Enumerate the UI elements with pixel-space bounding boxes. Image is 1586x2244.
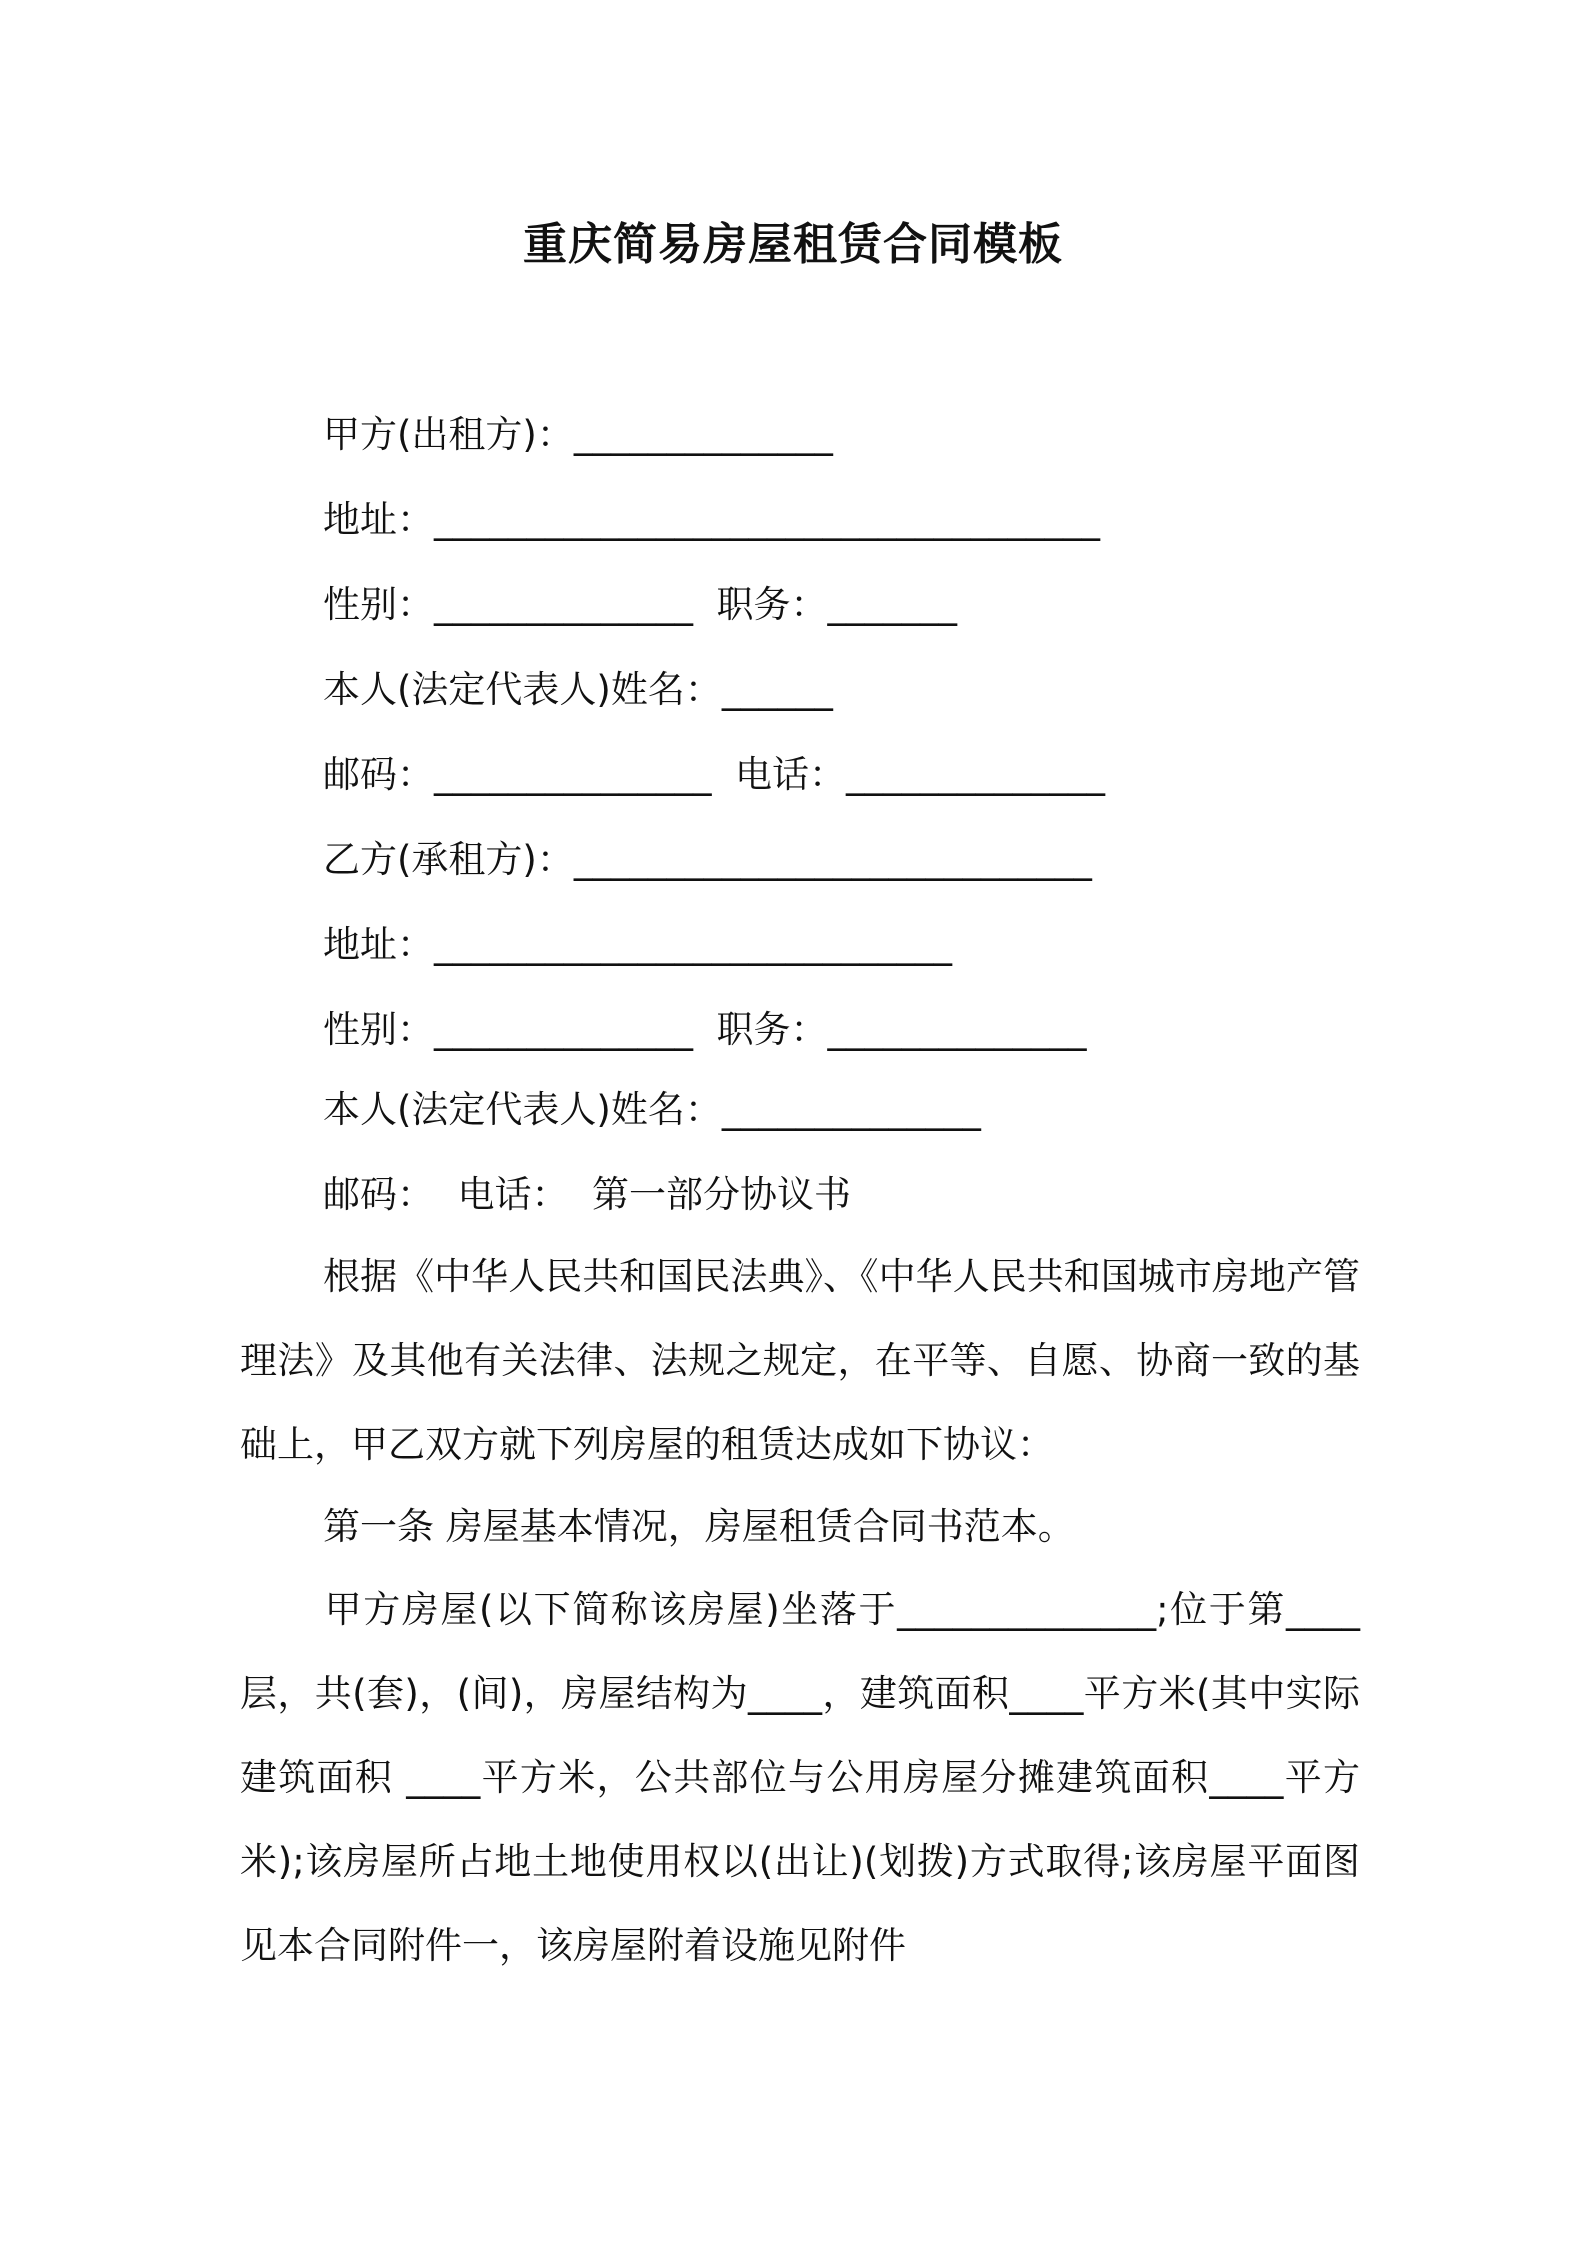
party-a-postcode-line: 邮码：_______________ 电话：______________	[323, 753, 1106, 796]
paragraph-text: 甲方房屋(以下简称该房屋)坐落于______________;位于第____层，共(套)，(间)，房屋结构为____，建筑面积____平方米(其中实际建筑面积 ____平方米，公共部位与公用房屋分摊建筑面积____平方米);该房屋所占地土地使用权以(出让)(划拨)方式取得;该房屋平面图见本合同附件一，该房屋附着设施见附件	[240, 1588, 1360, 1967]
document-title: 重庆简易房屋租赁合同模板	[523, 219, 1063, 270]
party-b-gender-line: 性别：______________ 职务：______________	[323, 1008, 1087, 1051]
party-a-address-line: 地址：____________________________________	[323, 498, 1100, 541]
paragraph-legal-basis	[240, 1235, 1360, 1487]
paragraph-text: 根据《中华人民共和国民法典》、《中华人民共和国城市房地产管理法》及其他有关法律、法规之规定，在平等、自愿、协商一致的基础上，甲乙双方就下列房屋的租赁达成如下协议：	[240, 1255, 1360, 1466]
party-b-address-line: 地址：____________________________	[323, 923, 952, 966]
party-a-label-line: 甲方(出租方)：______________	[323, 413, 833, 456]
party-a-gender-line: 性别：______________ 职务：_______	[323, 583, 958, 626]
paragraph-text: 第一条 房屋基本情况，房屋租赁合同书范本。	[323, 1505, 1075, 1548]
paragraph-property-details	[240, 1568, 1360, 1988]
party-b-rep-line: 本人(法定代表人)姓名：______________	[323, 1088, 981, 1131]
party-b-postcode-line: 邮码： 电话： 第一部分协议书	[323, 1173, 852, 1216]
party-a-rep-line: 本人(法定代表人)姓名：______	[323, 668, 833, 711]
party-b-label-line: 乙方(承租方)：____________________________	[323, 838, 1092, 881]
paragraph-article-one	[240, 1485, 1360, 1569]
